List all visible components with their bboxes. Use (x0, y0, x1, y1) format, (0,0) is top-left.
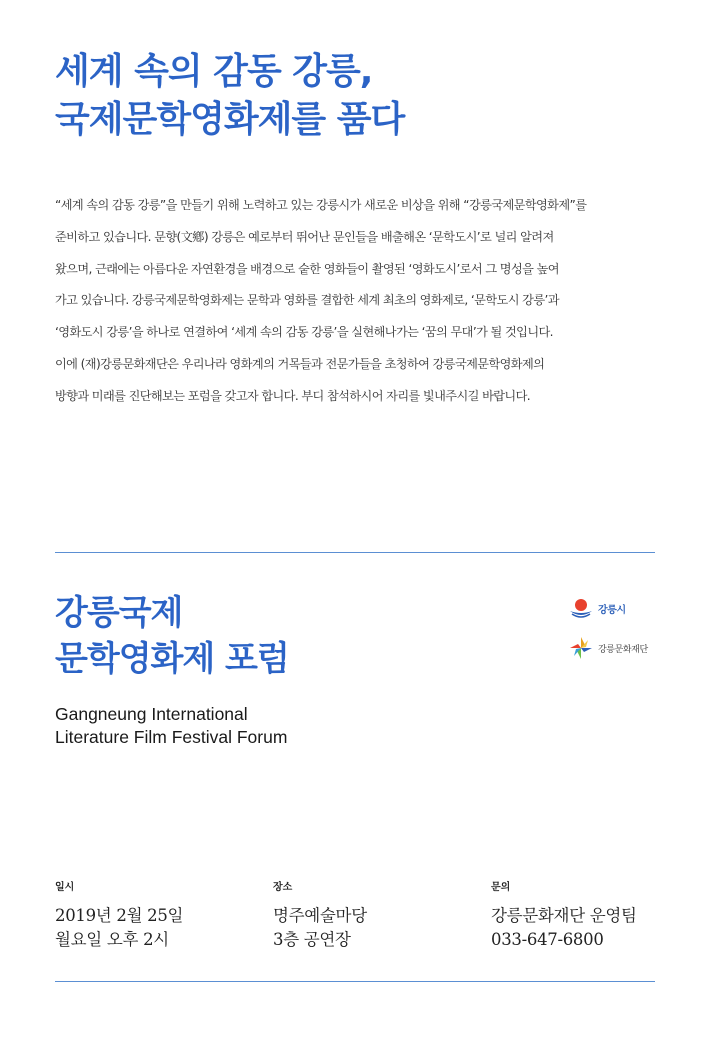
date-label: 일시 (55, 882, 75, 893)
event-place-block (273, 878, 367, 952)
time-value: 월요일 오후 2시 (55, 930, 169, 949)
date-value: 2019년 2월 25일 (55, 906, 184, 925)
event-date-block (55, 878, 183, 952)
forum-title-line-1: 강릉국제 (55, 593, 183, 633)
headline (55, 48, 404, 144)
gangneung-culture-foundation-logo (568, 634, 668, 662)
sponsor-logos (568, 594, 668, 662)
event-contact-block (491, 878, 637, 952)
intro-line: ‘영화도시 강릉’을 하나로 연결하여 ‘세계 속의 감동 강릉’을 실현해나가는 ‘꿈의 무대’가 될 것입니다. (55, 325, 553, 340)
contact-label: 문의 (491, 882, 511, 893)
pinwheel-star-icon (568, 635, 594, 661)
contact-team: 강릉문화재단 운영팀 (491, 906, 637, 925)
place-label: 장소 (273, 882, 293, 893)
gangneung-city-emblem-icon (568, 595, 594, 621)
venue-room: 3층 공연장 (273, 930, 351, 949)
intro-line: 이에 (재)강릉문화재단은 우리나라 영화계의 거목들과 전문가들을 초청하여 강릉국제문학영화제의 (55, 356, 545, 371)
forum-english-line-2: Literature Film Festival Forum (55, 727, 288, 747)
headline-line-1: 세계 속의 감동 강릉, (55, 51, 373, 92)
forum-english-title (55, 703, 287, 749)
headline-line-2: 국제문학영화제를 품다 (55, 99, 405, 140)
intro-paragraph (55, 190, 655, 413)
forum-title (55, 590, 289, 682)
intro-line: 준비하고 있습니다. 문향(文鄕) 강릉은 예로부터 뛰어난 문인들을 배출해온 ‘문학도시’로 널리 알려져 (55, 229, 554, 244)
gangneung-culture-foundation-name: 강릉문화재단 (598, 644, 648, 655)
top-divider (55, 552, 655, 553)
venue-name: 명주예술마당 (273, 906, 367, 925)
intro-line: 왔으며, 근래에는 아름다운 자연환경을 배경으로 숱한 영화들이 촬영된 ‘영화도시’로서 그 명성을 높여 (55, 261, 559, 276)
forum-title-line-2: 문학영화제 포럼 (55, 639, 289, 679)
gangneung-city-name: 강릉시 (598, 604, 626, 616)
intro-line: “세계 속의 감동 강릉”을 만들기 위해 노력하고 있는 강릉시가 새로운 비상을 위해 “강릉국제문학영화제”를 (55, 198, 587, 212)
bottom-divider (55, 981, 655, 982)
intro-line: 방향과 미래를 진단해보는 포럼을 갖고자 합니다. 부디 참석하시어 자리를 빛내주시길 바랍니다. (55, 388, 531, 403)
gangneung-city-logo (568, 594, 668, 622)
contact-phone: 033-647-6800 (491, 930, 604, 949)
intro-line: 가고 있습니다. 강릉국제문학영화제는 문학과 영화를 결합한 세계 최초의 영화제로, ‘문학도시 강릉’과 (55, 293, 559, 308)
forum-english-line-1: Gangneung International (55, 704, 248, 724)
